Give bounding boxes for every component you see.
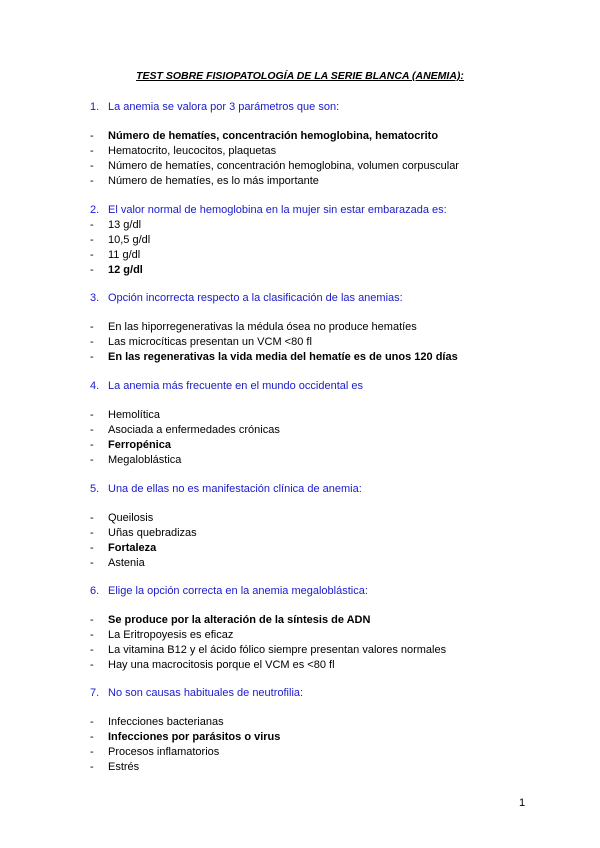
option-item: - Asociada a enfermedades crónicas (90, 424, 280, 436)
option-item: - La Eritropoyesis es eficaz (90, 629, 234, 641)
question-7 (90, 687, 303, 699)
question-number: 7. (90, 687, 100, 699)
option-item: - Las microcíticas presentan un VCM <80 fl (90, 336, 312, 348)
option-item: - Número de hematíes, concentración hemoglobina, volumen corpuscular (90, 160, 459, 172)
question-text: Opción incorrecta respecto a la clasificación de las anemias: (108, 292, 403, 304)
options-list-7 (90, 715, 280, 775)
option-item: - Estrés (90, 761, 140, 773)
question-1 (90, 101, 339, 113)
page-title: TEST SOBRE FISIOPATOLOGÍA DE LA SERIE BLANCA (ANEMIA): (136, 70, 464, 82)
question-text: No son causas habituales de neutrofilia: (108, 687, 304, 699)
question-text: La anemia más frecuente en el mundo occidental es (108, 380, 363, 392)
question-number: 6. (90, 585, 100, 597)
option-item: - Infecciones por parásitos o virus (90, 731, 281, 743)
option-item: - En las hiporregenerativas la médula ósea no produce hematíes (90, 321, 417, 333)
option-item: - Procesos inflamatorios (90, 746, 220, 758)
options-list-2 (90, 218, 150, 278)
options-list-1 (90, 129, 459, 189)
option-item: - Número de hematíes, concentración hemoglobina, hematocrito (90, 130, 439, 142)
option-item: - 12 g/dl (90, 264, 143, 276)
question-3 (90, 292, 403, 304)
question-text: Una de ellas no es manifestación clínica de anemia: (108, 483, 362, 495)
page-number: 1 (519, 797, 526, 809)
option-item: - Astenia (90, 557, 145, 569)
options-list-3 (90, 320, 458, 365)
option-item: - En las regenerativas la vida media del hematíe es de unos 120 días (90, 351, 458, 363)
question-number: 2. (90, 204, 100, 216)
option-item: - Queilosis (90, 512, 154, 524)
option-item: - 13 g/dl (90, 219, 142, 231)
option-item: - Hay una macrocitosis porque el VCM es <80 fl (90, 659, 335, 671)
options-list-6 (90, 613, 446, 673)
option-item: - 11 g/dl (90, 249, 141, 261)
option-item: - Hemolítica (90, 409, 160, 421)
question-6 (90, 585, 368, 597)
question-number: 4. (90, 380, 100, 392)
question-4 (90, 380, 363, 392)
option-item: - Megaloblástica (90, 454, 182, 466)
question-number: 1. (90, 101, 100, 113)
option-item: - Número de hematíes, es lo más importante (90, 175, 319, 187)
option-item: - 10,5 g/dl (90, 234, 151, 246)
options-list-5 (90, 511, 197, 571)
question-5 (90, 483, 362, 495)
question-number: 3. (90, 292, 100, 304)
option-item: - Uñas quebradizas (90, 527, 197, 539)
question-number: 5. (90, 483, 100, 495)
option-item: - Fortaleza (90, 542, 157, 554)
question-text: El valor normal de hemoglobina en la mujer sin estar embarazada es: (108, 204, 447, 216)
option-item: - Se produce por la alteración de la síntesis de ADN (90, 614, 371, 626)
question-text: La anemia se valora por 3 parámetros que son: (108, 101, 340, 113)
question-text: Elige la opción correcta en la anemia megaloblástica: (108, 585, 368, 597)
options-list-4 (90, 408, 280, 468)
option-item: - Ferropénica (90, 439, 171, 451)
option-item: - Infecciones bacterianas (90, 716, 224, 728)
question-2 (90, 204, 447, 216)
option-item: - Hematocrito, leucocitos, plaquetas (90, 145, 277, 157)
option-item: - La vitamina B12 y el ácido fólico siempre presentan valores normales (90, 644, 447, 656)
